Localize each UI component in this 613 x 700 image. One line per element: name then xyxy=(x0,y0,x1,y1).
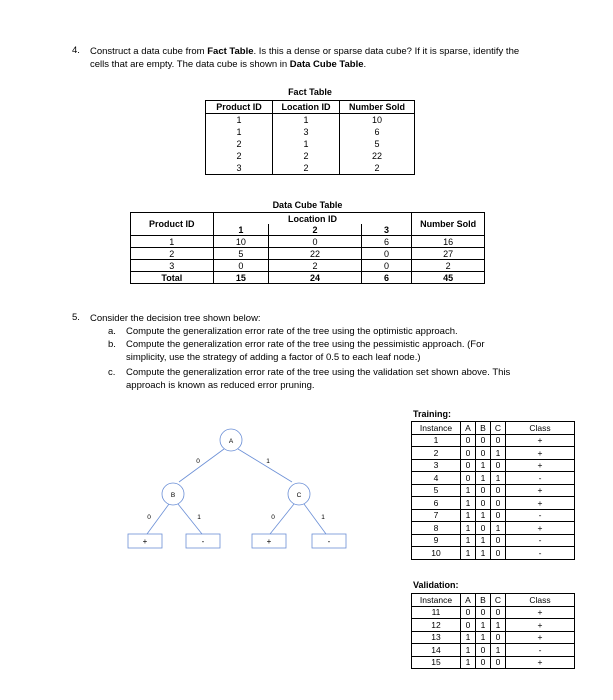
training-header: Instance xyxy=(412,422,461,435)
edge-a-c xyxy=(238,449,292,482)
cube-cell: 3 xyxy=(131,260,214,272)
fact-cell: 2 xyxy=(273,150,340,162)
validation-cell: 0 xyxy=(491,631,506,644)
fact-header-product: Product ID xyxy=(206,101,273,114)
training-cell: + xyxy=(506,459,575,472)
training-cell: 9 xyxy=(412,534,461,547)
q4-number: 4. xyxy=(72,45,80,56)
cube-cell: 0 xyxy=(361,248,412,260)
cube-total-cell: 15 xyxy=(213,272,269,284)
training-cell: 1 xyxy=(461,484,476,497)
validation-row xyxy=(412,644,575,657)
cube-cell: 10 xyxy=(213,236,269,248)
training-cell: + xyxy=(506,447,575,460)
training-cell: 0 xyxy=(491,497,506,510)
leaf-4-label: - xyxy=(327,537,331,546)
cube-cell: 16 xyxy=(412,236,485,248)
edge-a-b xyxy=(179,449,224,482)
training-cell: - xyxy=(506,547,575,560)
validation-row xyxy=(412,631,575,644)
training-row xyxy=(412,434,575,447)
training-cell: 1 xyxy=(461,509,476,522)
validation-cell: 0 xyxy=(491,606,506,619)
cube-cell: 2 xyxy=(269,260,361,272)
validation-cell: 0 xyxy=(461,606,476,619)
edge-label-b1: 1 xyxy=(197,514,201,521)
training-cell: 1 xyxy=(491,522,506,535)
validation-header: Instance xyxy=(412,594,461,607)
training-cell: 8 xyxy=(412,522,461,535)
fact-cell: 2 xyxy=(273,162,340,175)
training-cell: 3 xyxy=(412,459,461,472)
validation-cell: 0 xyxy=(491,656,506,669)
fact-cell: 2 xyxy=(206,150,273,162)
training-cell: 5 xyxy=(412,484,461,497)
training-cell: 0 xyxy=(461,447,476,460)
q4-text-part: . Is this a dense or sparse data cube? If it is sparse, identify the xyxy=(253,46,520,57)
validation-cell: + xyxy=(506,631,575,644)
validation-cell: 1 xyxy=(491,619,506,632)
validation-cell: 1 xyxy=(461,656,476,669)
fact-cell: 2 xyxy=(340,162,415,175)
training-cell: 0 xyxy=(476,447,491,460)
training-cell: 0 xyxy=(491,534,506,547)
validation-cell: 0 xyxy=(476,606,491,619)
training-cell: - xyxy=(506,534,575,547)
training-cell: 0 xyxy=(476,434,491,447)
validation-cell: + xyxy=(506,619,575,632)
training-cell: 1 xyxy=(476,459,491,472)
fact-cell: 2 xyxy=(206,138,273,150)
q4-text xyxy=(90,45,590,71)
training-cell: 0 xyxy=(476,497,491,510)
validation-cell: 1 xyxy=(461,644,476,657)
validation-row xyxy=(412,619,575,632)
training-title: Training: xyxy=(413,409,451,419)
training-cell: 1 xyxy=(491,472,506,485)
cube-cell: 2 xyxy=(131,248,214,260)
q5-item-b-text-2: simplicity, use the strategy of adding a factor of 0.5 to each leaf node.) xyxy=(126,352,421,363)
training-cell: 1 xyxy=(476,547,491,560)
cube-loc-col: 2 xyxy=(269,224,361,236)
cube-header-number: Number Sold xyxy=(412,213,485,236)
validation-cell: + xyxy=(506,606,575,619)
validation-cell: 1 xyxy=(461,631,476,644)
training-row xyxy=(412,472,575,485)
cube-table xyxy=(130,212,485,284)
q5-item-a-text: Compute the generalization error rate of the tree using the optimistic approach. xyxy=(126,326,458,337)
training-row xyxy=(412,484,575,497)
training-cell: + xyxy=(506,484,575,497)
cube-cell: 22 xyxy=(269,248,361,260)
training-row xyxy=(412,509,575,522)
leaf-3-label: + xyxy=(266,537,272,546)
training-row xyxy=(412,497,575,510)
validation-header: B xyxy=(476,594,491,607)
fact-cell: 1 xyxy=(206,126,273,138)
validation-cell: - xyxy=(506,644,575,657)
fact-cell: 1 xyxy=(273,138,340,150)
fact-cell: 1 xyxy=(273,114,340,127)
training-cell: 1 xyxy=(491,447,506,460)
fact-table xyxy=(205,100,415,175)
training-cell: 1 xyxy=(461,522,476,535)
cube-cell: 0 xyxy=(269,236,361,248)
validation-cell: 12 xyxy=(412,619,461,632)
validation-row xyxy=(412,656,575,669)
training-cell: 0 xyxy=(461,434,476,447)
q5-item-c-marker: c. xyxy=(108,367,116,378)
q5-item-c-text-1: Compute the generalization error rate of the tree using the validation set shown above. This xyxy=(126,367,511,378)
cube-total-cell: 24 xyxy=(269,272,361,284)
training-cell: 1 xyxy=(476,509,491,522)
validation-cell: 0 xyxy=(461,619,476,632)
q5-item-b-text-1: Compute the generalization error rate of the tree using the pessimistic approach. (For xyxy=(126,339,485,350)
cube-cell: 1 xyxy=(131,236,214,248)
training-cell: 0 xyxy=(461,472,476,485)
q5-intro: Consider the decision tree shown below: xyxy=(90,313,261,324)
q5-item-c-text-2: approach is known as reduced error pruning. xyxy=(126,380,315,391)
training-cell: - xyxy=(506,509,575,522)
validation-cell: 1 xyxy=(476,631,491,644)
node-c-label: C xyxy=(296,492,302,499)
cube-header-product: Product ID xyxy=(131,213,214,236)
training-cell: 2 xyxy=(412,447,461,460)
cube-total-cell: 45 xyxy=(412,272,485,284)
validation-header: Class xyxy=(506,594,575,607)
fact-cell: 22 xyxy=(340,150,415,162)
cube-loc-col: 3 xyxy=(361,224,412,236)
training-cell: 1 xyxy=(476,534,491,547)
fact-table-title: Fact Table xyxy=(288,87,332,97)
fact-cell: 6 xyxy=(340,126,415,138)
validation-cell: 11 xyxy=(412,606,461,619)
training-cell: 0 xyxy=(491,459,506,472)
cube-header-location: Location ID xyxy=(213,213,412,225)
training-cell: 0 xyxy=(476,484,491,497)
edge-label-c1: 1 xyxy=(321,514,325,521)
validation-cell: 14 xyxy=(412,644,461,657)
validation-row xyxy=(412,606,575,619)
edge-label-c0: 0 xyxy=(271,514,275,521)
training-row xyxy=(412,534,575,547)
q4-text-part: . xyxy=(363,59,367,70)
cube-cell: 2 xyxy=(412,260,485,272)
node-a-label: A xyxy=(228,438,234,445)
validation-title: Validation: xyxy=(413,580,459,590)
q4-text-part: cells that are empty. The data cube is shown in xyxy=(90,59,290,70)
leaf-2-label: - xyxy=(201,537,205,546)
validation-cell: 1 xyxy=(491,644,506,657)
cube-cell: 0 xyxy=(213,260,269,272)
training-cell: 1 xyxy=(476,472,491,485)
training-table xyxy=(411,421,575,560)
training-cell: 6 xyxy=(412,497,461,510)
validation-cell: + xyxy=(506,656,575,669)
training-cell: 0 xyxy=(491,547,506,560)
cube-total-cell: 6 xyxy=(361,272,412,284)
training-cell: 0 xyxy=(476,522,491,535)
fact-header-number: Number Sold xyxy=(340,101,415,114)
node-b-label: B xyxy=(170,492,176,499)
validation-table xyxy=(411,593,575,669)
q5-number: 5. xyxy=(72,312,80,323)
training-cell: 10 xyxy=(412,547,461,560)
training-cell: 1 xyxy=(461,534,476,547)
training-cell: 0 xyxy=(491,509,506,522)
edge-label-b0: 0 xyxy=(147,514,151,521)
cube-cell: 0 xyxy=(361,260,412,272)
training-cell: 0 xyxy=(491,484,506,497)
training-row xyxy=(412,522,575,535)
fact-cell: 3 xyxy=(273,126,340,138)
training-header: B xyxy=(476,422,491,435)
training-row xyxy=(412,459,575,472)
q4-bold-cube-table: Data Cube Table xyxy=(289,59,364,70)
validation-cell: 13 xyxy=(412,631,461,644)
training-cell: 1 xyxy=(461,497,476,510)
cube-cell: 27 xyxy=(412,248,485,260)
training-cell: 4 xyxy=(412,472,461,485)
fact-header-location: Location ID xyxy=(273,101,340,114)
fact-cell: 10 xyxy=(340,114,415,127)
training-cell: + xyxy=(506,497,575,510)
fact-cell: 5 xyxy=(340,138,415,150)
fact-cell: 1 xyxy=(206,114,273,127)
fact-cell: 3 xyxy=(206,162,273,175)
training-row xyxy=(412,447,575,460)
cube-table-title: Data Cube Table xyxy=(272,200,343,210)
edge-label-a1: 1 xyxy=(266,458,270,465)
q4-text-part: Construct a data cube from xyxy=(90,46,208,57)
training-header: Class xyxy=(506,422,575,435)
q5-item-b-marker: b. xyxy=(108,339,116,350)
training-cell: 0 xyxy=(491,434,506,447)
cube-cell: 6 xyxy=(361,236,412,248)
validation-cell: 0 xyxy=(476,656,491,669)
training-cell: + xyxy=(506,522,575,535)
cube-total-cell: Total xyxy=(131,272,214,284)
training-row xyxy=(412,547,575,560)
training-cell: 7 xyxy=(412,509,461,522)
validation-cell: 0 xyxy=(476,644,491,657)
training-cell: + xyxy=(506,434,575,447)
validation-cell: 1 xyxy=(476,619,491,632)
q4-bold-fact-table: Fact Table xyxy=(207,46,254,57)
training-header: C xyxy=(491,422,506,435)
q5-item-a-marker: a. xyxy=(108,326,116,337)
training-cell: 1 xyxy=(461,547,476,560)
training-header: A xyxy=(461,422,476,435)
decision-tree xyxy=(120,420,360,560)
cube-cell: 5 xyxy=(213,248,269,260)
training-cell: - xyxy=(506,472,575,485)
validation-header: C xyxy=(491,594,506,607)
edge-label-a0: 0 xyxy=(196,458,200,465)
validation-cell: 15 xyxy=(412,656,461,669)
cube-loc-col: 1 xyxy=(213,224,269,236)
validation-header: A xyxy=(461,594,476,607)
training-cell: 1 xyxy=(412,434,461,447)
leaf-1-label: + xyxy=(142,537,148,546)
training-cell: 0 xyxy=(461,459,476,472)
